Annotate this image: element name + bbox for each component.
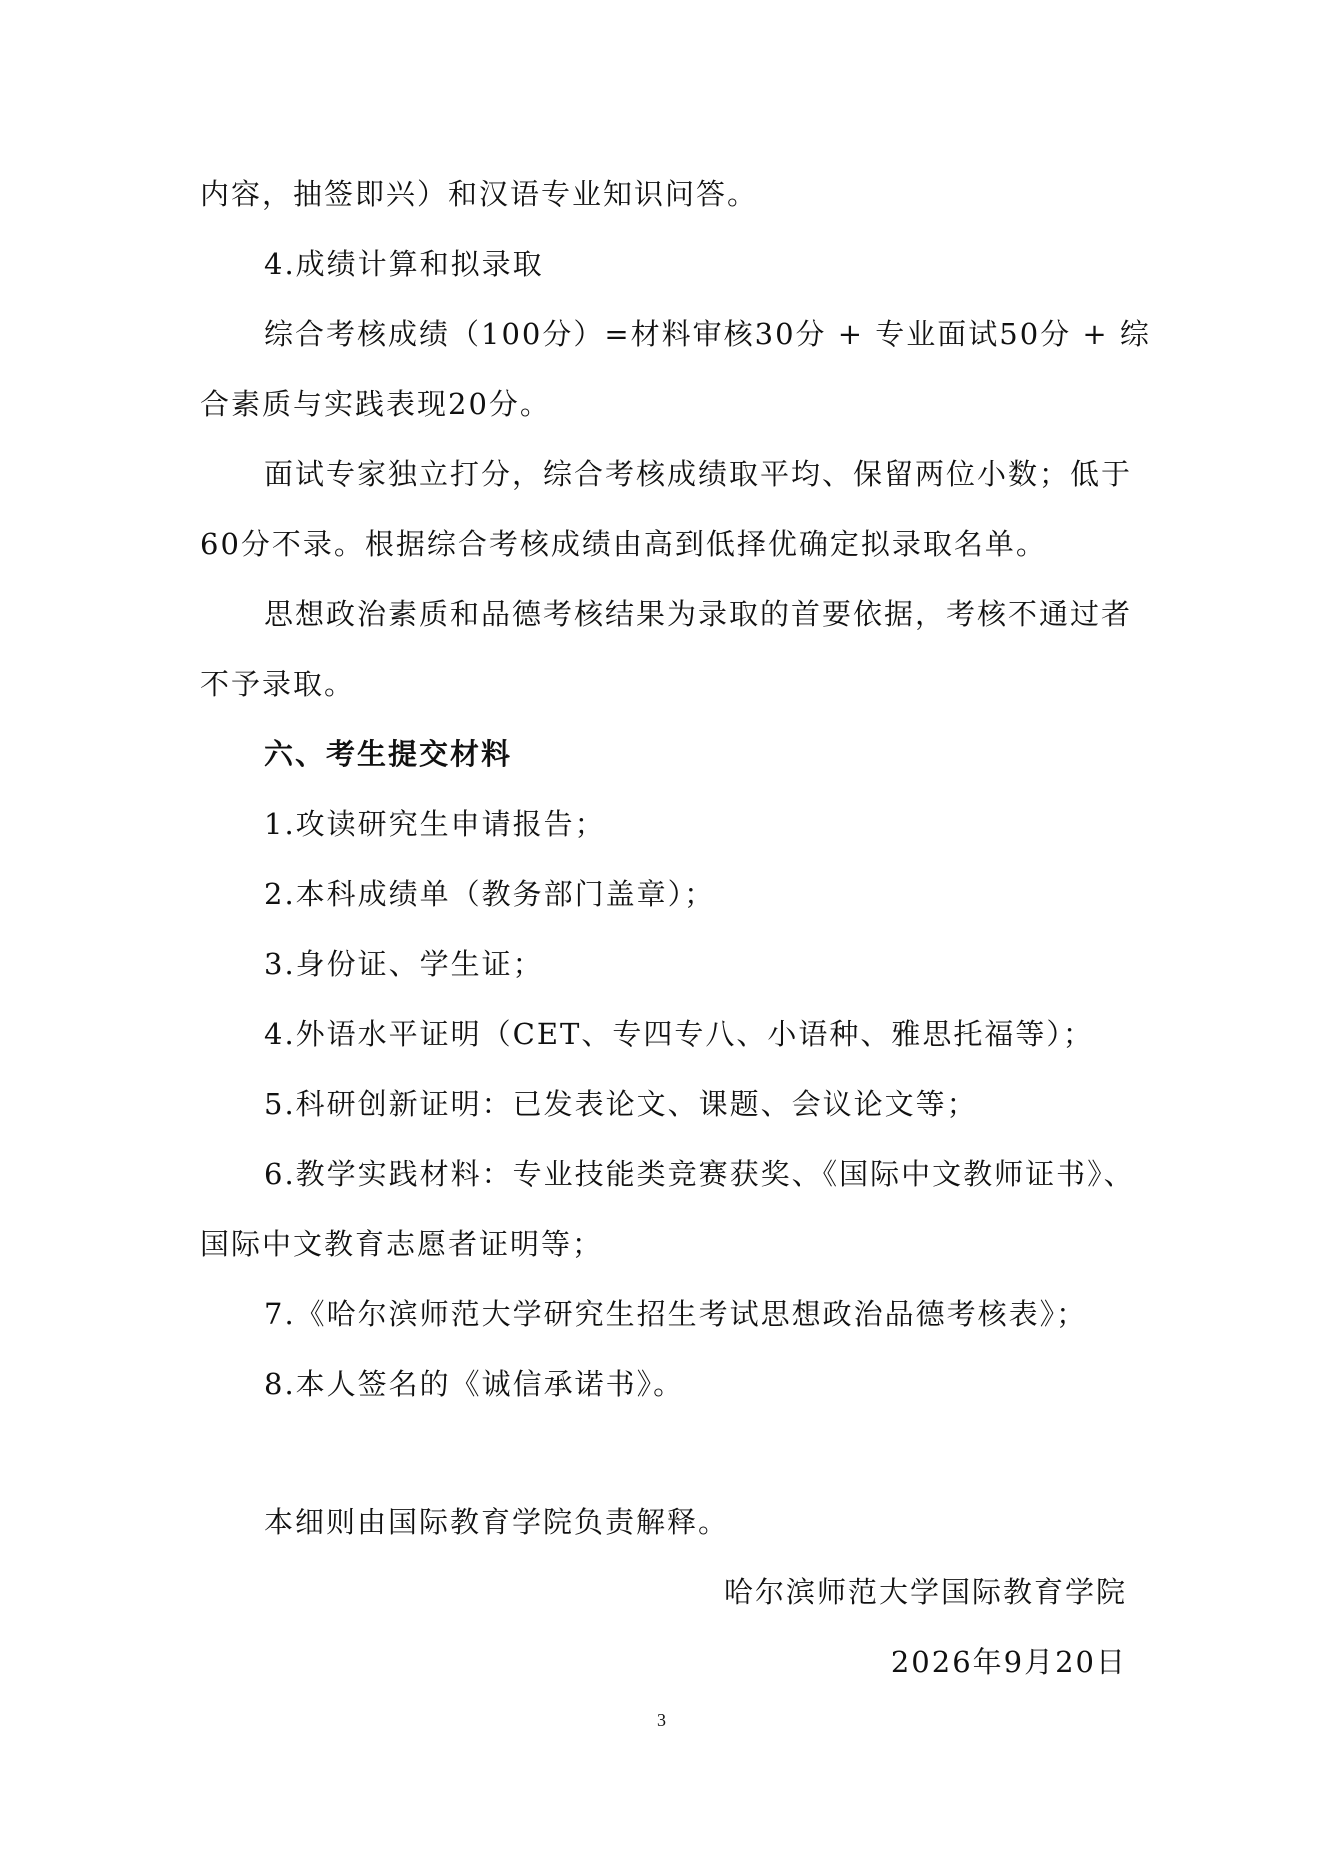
signature-date: 2026年9月20日 <box>890 1645 1127 1679</box>
subsection-title: 4.成绩计算和拟录取 <box>264 247 544 281</box>
list-item: 2.本科成绩单（教务部门盖章）； <box>264 877 716 911</box>
paragraph-line: 合素质与实践表现20分。 <box>200 387 551 421</box>
paragraph-line: 综合考核成绩（100分）=材料审核30分 + 专业面试50分 + 综 <box>264 317 1151 351</box>
list-item: 6.教学实践材料：专业技能类竞赛获奖、《国际中文教师证书》、 <box>264 1157 1135 1191</box>
list-item-continuation: 国际中文教育志愿者证明等； <box>200 1227 604 1261</box>
list-item: 3.身份证、学生证； <box>264 947 544 981</box>
paragraph-line: 内容，抽签即兴）和汉语专业知识问答。 <box>200 177 759 211</box>
list-item: 7.《哈尔滨师范大学研究生招生考试思想政治品德考核表》； <box>264 1297 1088 1331</box>
signature-org: 哈尔滨师范大学国际教育学院 <box>723 1575 1127 1609</box>
section-heading: 六、考生提交材料 <box>264 737 513 771</box>
closing-statement: 本细则由国际教育学院负责解释。 <box>264 1505 730 1539</box>
paragraph-line: 60分不录。根据综合考核成绩由高到低择优确定拟录取名单。 <box>200 527 1047 561</box>
list-item: 8.本人签名的《诚信承诺书》。 <box>264 1367 685 1401</box>
list-item: 5.科研创新证明：已发表论文、课题、会议论文等； <box>264 1087 978 1121</box>
list-item: 1.攻读研究生申请报告； <box>264 807 606 841</box>
paragraph-line: 不予录取。 <box>200 667 356 701</box>
paragraph-line: 面试专家独立打分，综合考核成绩取平均、保留两位小数；低于 <box>264 457 1133 491</box>
paragraph-line: 思想政治素质和品德考核结果为录取的首要依据，考核不通过者 <box>264 597 1133 631</box>
page-number: 3 <box>657 1710 666 1730</box>
list-item: 4.外语水平证明（CET、专四专八、小语种、雅思托福等）； <box>264 1017 1094 1051</box>
